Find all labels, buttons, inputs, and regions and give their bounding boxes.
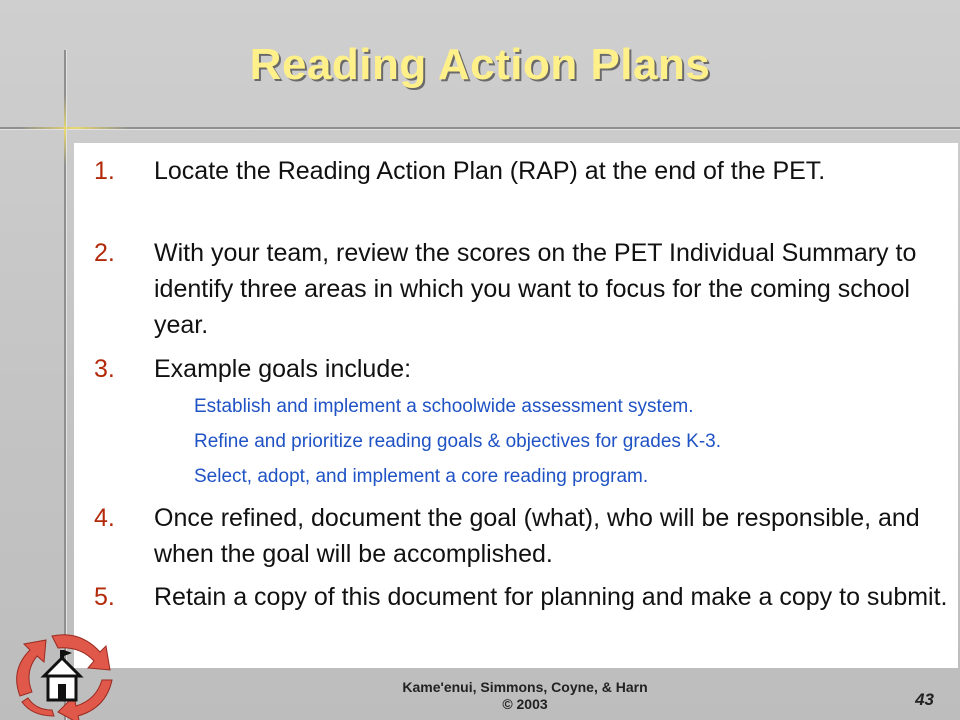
- list-number: 3.: [94, 355, 115, 383]
- list-number: 4.: [94, 504, 115, 532]
- list-text: Retain a copy of this document for planning and make a copy to submit.: [154, 583, 948, 611]
- divider-vertical-highlight: [66, 50, 67, 720]
- footer-credit: [0, 679, 960, 713]
- slide-title: Reading Action Plans: [249, 40, 711, 89]
- accent-glow-vertical: [64, 95, 66, 165]
- footer-copyright: © 2003: [502, 696, 548, 712]
- accent-glow-horizontal: [20, 127, 130, 129]
- slide-number: 43: [915, 690, 934, 709]
- footer-authors: Kame'enui, Simmons, Coyne, & Harn: [402, 679, 648, 695]
- sub-item-1: Establish and implement a schoolwide assessment system.: [194, 396, 694, 417]
- list-text: Example goals include:: [154, 355, 412, 383]
- list-text: Locate the Reading Action Plan (RAP) at the end of the PET.: [154, 157, 826, 185]
- list-number: 5.: [94, 583, 115, 611]
- list-number: 1.: [94, 157, 115, 185]
- sub-item-3: Select, adopt, and implement a core reading program.: [194, 466, 649, 487]
- content-area: [74, 143, 958, 668]
- sub-item-2: Refine and prioritize reading goals & objectives for grades K-3.: [194, 431, 722, 452]
- list-text: With your team, review the scores on the PET Individual Summary to identify three areas in which you want to focus for the coming school year.: [154, 239, 917, 339]
- divider-horizontal-highlight: [0, 129, 960, 130]
- list-number: 2.: [94, 239, 115, 267]
- list-text: Once refined, document the goal (what), who will be responsible, and when the goal will be accomplished.: [154, 504, 920, 568]
